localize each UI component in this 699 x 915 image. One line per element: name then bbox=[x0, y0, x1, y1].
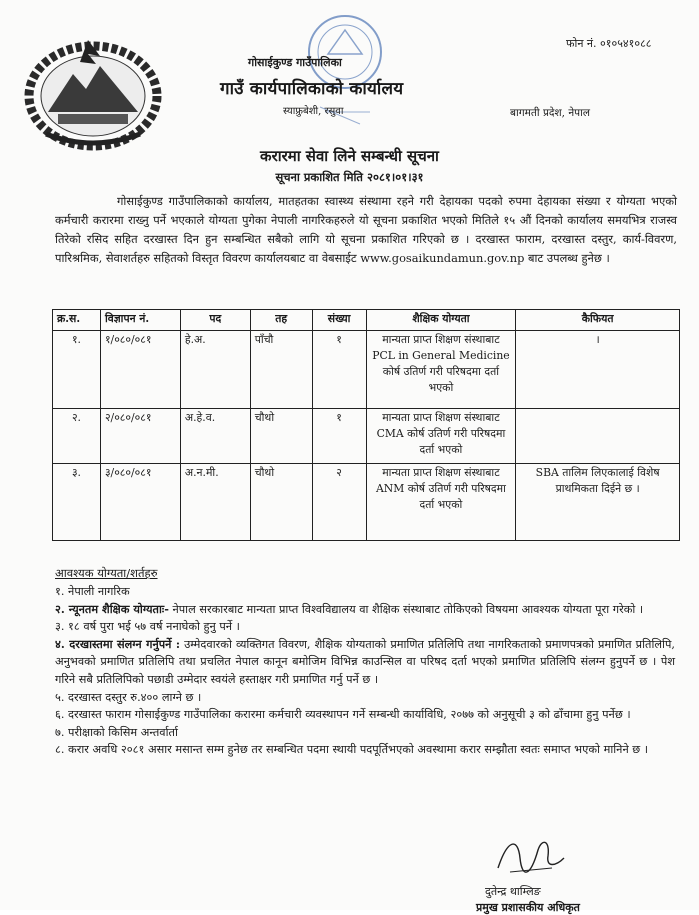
col-header-sn: क्र.स. bbox=[53, 310, 101, 331]
list-item bbox=[55, 741, 675, 759]
cell-remark: । bbox=[516, 331, 680, 409]
cell-post: हे.अ. bbox=[180, 331, 250, 409]
cell-qualification: मान्यता प्राप्त शिक्षण संस्थाबाट CMA कोर्ष उतिर्ण गरी परिषदमा दर्ता भएको bbox=[366, 409, 516, 464]
cell-remark bbox=[516, 409, 680, 464]
col-header-post: पद bbox=[180, 310, 250, 331]
item-text: ८. करार अवधि २०८१ असार मसान्त सम्म हुनेछ तर सम्बन्धित पदमा स्थायी पदपूर्तिभएको अवस्थामा करार सम्झौता स्वतः समाप्त भएको मानिने छ । bbox=[55, 743, 649, 757]
cell-count: १ bbox=[312, 331, 366, 409]
requirements-list bbox=[55, 583, 675, 759]
vacancy-table bbox=[52, 309, 680, 541]
notice-title: करारमा सेवा लिने सम्बन्धी सूचना bbox=[260, 147, 439, 165]
item-lead: ४. दरखास्तमा संलग्न गर्नुपर्ने : bbox=[55, 636, 181, 651]
col-header-ad-no: विज्ञापन नं. bbox=[100, 310, 180, 331]
list-item bbox=[55, 601, 675, 619]
col-header-remark: कैफियत bbox=[516, 310, 680, 331]
cell-level: चौथो bbox=[250, 464, 312, 541]
cell-ad-no: ३/०८०/०८१ bbox=[100, 464, 180, 541]
cell-count: १ bbox=[312, 409, 366, 464]
table-row bbox=[53, 464, 680, 541]
intro-text: गोसाईकुण्ड गाउँपालिकाको कार्यालय, मातहतका स्वास्थ्य संस्थामा रहने गरी देहायका पदको रुपमा देहायका संख्या र योग्यता भएको कर्मचारी करारमा राख्नु पर्ने भएकाले योग्यता पुगेका नेपाली नागरिकहरुले यो सूचना प्रकाशित भएको मितिले १५ औं दिनको कार्यालय समयभित्र राजस्व तिरेको रसिद सहित दरखास्त दिन हुन सम्बन्धित सबैको लागि यो सूचना प्रकाशित गरिएको छ । दरखास्त फाराम, दरखास्त दस्तुर, कार्य-विवरण, पारिश्रमिक, सेवाशर्तहरु सहितको विस्तृत विवरण कार्यालयबाट वा वेबसाईट www.gosaikundamun.gov.np बाट उपलब्ध हुनेछ । bbox=[55, 194, 677, 265]
province-name: बागमती प्रदेश, नेपाल bbox=[510, 107, 590, 119]
list-item bbox=[55, 689, 675, 707]
list-item bbox=[55, 724, 675, 742]
cell-ad-no: २/०८०/०८१ bbox=[100, 409, 180, 464]
office-location: स्याफ्रुबेशी, रसुवा bbox=[283, 106, 344, 117]
table-row bbox=[53, 331, 680, 409]
col-header-count: संख्या bbox=[312, 310, 366, 331]
signer-name: दुतेन्द्र थाम्लिङ bbox=[485, 885, 541, 898]
cell-level: पाँचौ bbox=[250, 331, 312, 409]
item-text: ७. परीक्षाको किसिम अन्तर्वार्ता bbox=[55, 725, 178, 739]
item-lead: २. न्यूनतम शैक्षिक योग्यताः- bbox=[55, 601, 169, 616]
cell-post: अ.हे.व. bbox=[180, 409, 250, 464]
signer-title: प्रमुख प्रशासकीय अधिकृत bbox=[476, 901, 580, 914]
cell-count: २ bbox=[312, 464, 366, 541]
col-header-qualification: शैक्षिक योग्यता bbox=[366, 310, 516, 331]
item-text: उम्मेदवारको व्यक्तिगत विवरण, शैक्षिक योग्यताको प्रमाणित प्रतिलिपि तथा नागरिकताको प्रमाणपत्रको प्रमाणित प्रतिलिपि, अनुभवको प्रमाणित प्रतिलिपि तथा प्रचलित नेपाल कानून बमोजिम विभिन्न काउन्सिल वा परिषद दर्ता भएको प्रमाणित प्रतिलिपि संलग्न हुनुपर्ने छ । पेश गरिने सबै प्रतिलिपिको पछाडी उम्मेदार स्वयंले हस्ताक्षर गरी प्रमाणित गर्नु पर्ने छ । bbox=[55, 637, 675, 686]
list-item bbox=[55, 706, 675, 724]
list-item bbox=[55, 618, 675, 636]
nepal-emblem-icon bbox=[18, 34, 168, 154]
municipality-name: गोसाईकुण्ड गाउँपालिका bbox=[248, 56, 342, 69]
item-text: नेपाल सरकारबाट मान्यता प्राप्त विश्वविद्यालय वा शैक्षिक संस्थाबाट तोकिएको विषयमा आवश्यक योग्यता पूरा गरेको । bbox=[168, 602, 644, 616]
item-text: १. नेपाली नागरिक bbox=[55, 585, 130, 598]
intro-paragraph bbox=[55, 192, 677, 268]
published-date: सूचना प्रकाशित मिति २०८१।०१।३१ bbox=[275, 170, 424, 184]
table-header-row bbox=[53, 310, 680, 331]
cell-qualification: मान्यता प्राप्त शिक्षण संस्थाबाट ANM कोर्ष उतिर्ण गरी परिषदमा दर्ता भएको bbox=[366, 464, 516, 541]
requirements-heading: आवश्यक योग्यता/शर्तहरु bbox=[55, 566, 158, 580]
list-item bbox=[55, 583, 675, 601]
cell-remark: SBA तालिम लिएकालाई विशेष प्राथमिकता दिईने छ । bbox=[516, 464, 680, 541]
signature-icon bbox=[490, 828, 570, 883]
phone-number: फोन नं. ०१०५४१०८८ bbox=[566, 37, 652, 50]
item-text: ६. दरखास्त फाराम गोसाईकुण्ड गाउँपालिका करारमा कर्मचारी व्यवस्थापन गर्ने सम्बन्धी कार्याविधि, २०७७ को अनुसूची ३ को ढाँचामा हुनु पर्नेछ । bbox=[55, 708, 631, 722]
cell-post: अ.न.मी. bbox=[180, 464, 250, 541]
table-row bbox=[53, 409, 680, 464]
office-name: गाउँ कार्यपालिकाको कार्यालय bbox=[220, 79, 404, 99]
item-text: ५. दरखास्त दस्तुर रु.४०० लाग्ने छ । bbox=[55, 690, 202, 704]
cell-sn: १. bbox=[53, 331, 101, 409]
cell-sn: ३. bbox=[53, 464, 101, 541]
cell-sn: २. bbox=[53, 409, 101, 464]
col-header-level: तह bbox=[250, 310, 312, 331]
cell-ad-no: १/०८०/०८१ bbox=[100, 331, 180, 409]
item-text: ३. १८ वर्ष पुरा भई ५७ वर्ष ननाघेको हुनु पर्ने । bbox=[55, 620, 240, 634]
cell-level: चौथो bbox=[250, 409, 312, 464]
cell-qualification: मान्यता प्राप्त शिक्षण संस्थाबाट PCL in General Medicine कोर्ष उतिर्ण गरी परिषदमा दर्ता भएको bbox=[366, 331, 516, 409]
list-item bbox=[55, 636, 675, 689]
